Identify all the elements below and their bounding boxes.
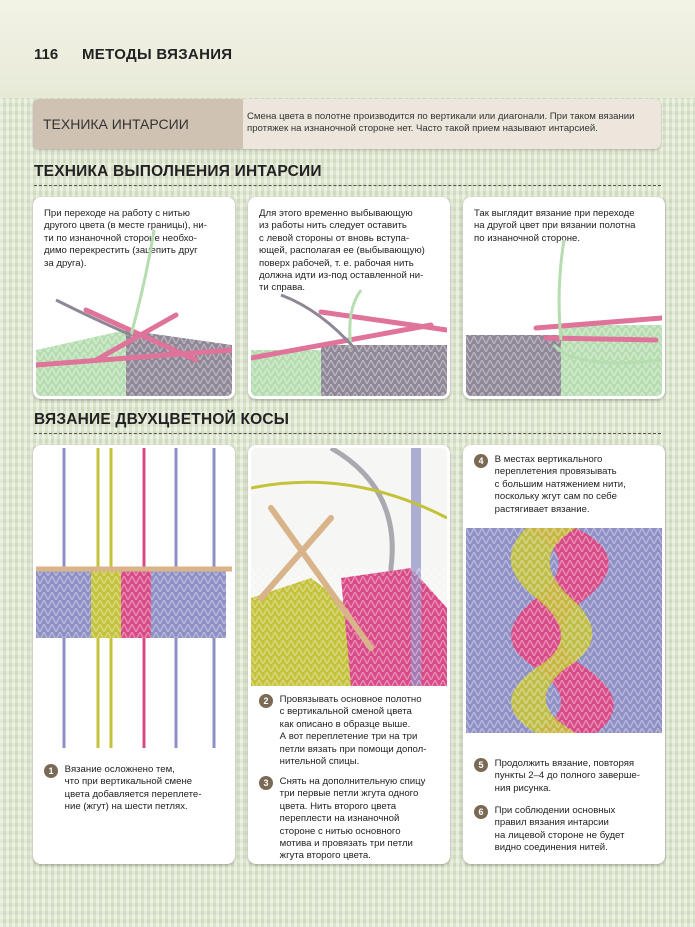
panel-cable-1 xyxy=(33,445,235,864)
intro-line: Смена цвета в полотне производится по вертикали или диагонали. При таком вязании xyxy=(247,111,635,122)
step-text: Продолжить вязание, повторяя пункты 2–4 до полного заверше- ния рисунка. xyxy=(494,758,640,794)
panel-cable-2 xyxy=(248,445,450,864)
intro-line: протяжек на изнаночной стороне нет. Часто такой прием называют интарсией. xyxy=(247,123,598,134)
step-5 xyxy=(474,758,640,795)
step-number: 3 xyxy=(259,776,273,790)
panel-intarsia-3 xyxy=(463,197,665,399)
section-rule xyxy=(34,433,661,434)
step-number: 2 xyxy=(259,694,273,708)
running-title: МЕТОДЫ ВЯЗАНИЯ xyxy=(82,46,233,63)
panel-intarsia-2 xyxy=(248,197,450,399)
step-1 xyxy=(44,764,201,814)
intro-title: ТЕХНИКА ИНТАРСИИ xyxy=(33,99,243,149)
step-4 xyxy=(474,454,626,516)
step-text: Вязание осложнено тем, что при вертикальной смене цвета добавляется переплете- ние (жгут) на шести петлях. xyxy=(64,764,202,813)
knitting-photo-finished-cable xyxy=(466,528,662,733)
intro-box xyxy=(33,99,661,149)
step-3 xyxy=(259,776,425,863)
step-number: 6 xyxy=(474,805,488,819)
step-6 xyxy=(474,805,624,855)
step-text: При соблюдении основных правил вязания интарсии на лицевой стороне не будет видно соединения нитей. xyxy=(494,805,625,854)
step-text: В местах вертикального переплетения провязывать с большим натяжением нити, поскольку жгут сам по себе растягивает вязание. xyxy=(494,454,626,515)
panel-text: При переходе на работу с нитью другого цвета (в месте границы), ни- ти по изнаночной стороне необхо- димо перекрестить (зацепить друг за друга). xyxy=(44,208,207,269)
step-number: 5 xyxy=(474,758,488,772)
intro-text xyxy=(247,111,652,135)
knitting-photo-cable-needle xyxy=(251,448,447,686)
panel-text: Для этого временно выбывающую из работы нить следует оставить с левой стороны от вновь вступа- ющей, располагая ее (выбывающую) поверх рабочей, т. е. рабочая нить должна идти из-под оставленной ни- ти справа. xyxy=(259,208,425,294)
knitting-photo-crossed-yarns xyxy=(36,200,232,396)
page-number: 116 xyxy=(34,46,59,63)
section-title-cable: ВЯЗАНИЕ ДВУХЦВЕТНОЙ КОСЫ xyxy=(34,411,290,428)
step-2 xyxy=(259,694,426,768)
section-title-intarsia: ТЕХНИКА ВЫПОЛНЕНИЯ ИНТАРСИИ xyxy=(34,163,322,180)
step-number: 1 xyxy=(44,764,58,778)
knitting-photo-vertical-colors xyxy=(36,448,232,748)
step-text: Провязывать основное полотно с вертикальной сменой цвета как описано в образце выше. А вот переплетение три на три петли вязать при помощи допол- нительной спицы. xyxy=(279,694,427,768)
panel-text: Так выглядит вязание при переходе на другой цвет при вязании полотна по изнаночной стороне. xyxy=(474,208,636,244)
knitting-photo-yarn-over xyxy=(251,200,447,396)
panel-cable-3 xyxy=(463,445,665,864)
section-rule xyxy=(34,185,661,186)
step-text: Снять на дополнительную спицу три первые петли жгута одного цвета. Нить второго цвета переплести на изнаночной стороне с нитью основного мотива и провязать три петли жгута второго цвета. xyxy=(279,776,426,862)
knitting-photo-purl-side xyxy=(466,200,662,396)
panel-intarsia-1 xyxy=(33,197,235,399)
step-number: 4 xyxy=(474,454,488,468)
